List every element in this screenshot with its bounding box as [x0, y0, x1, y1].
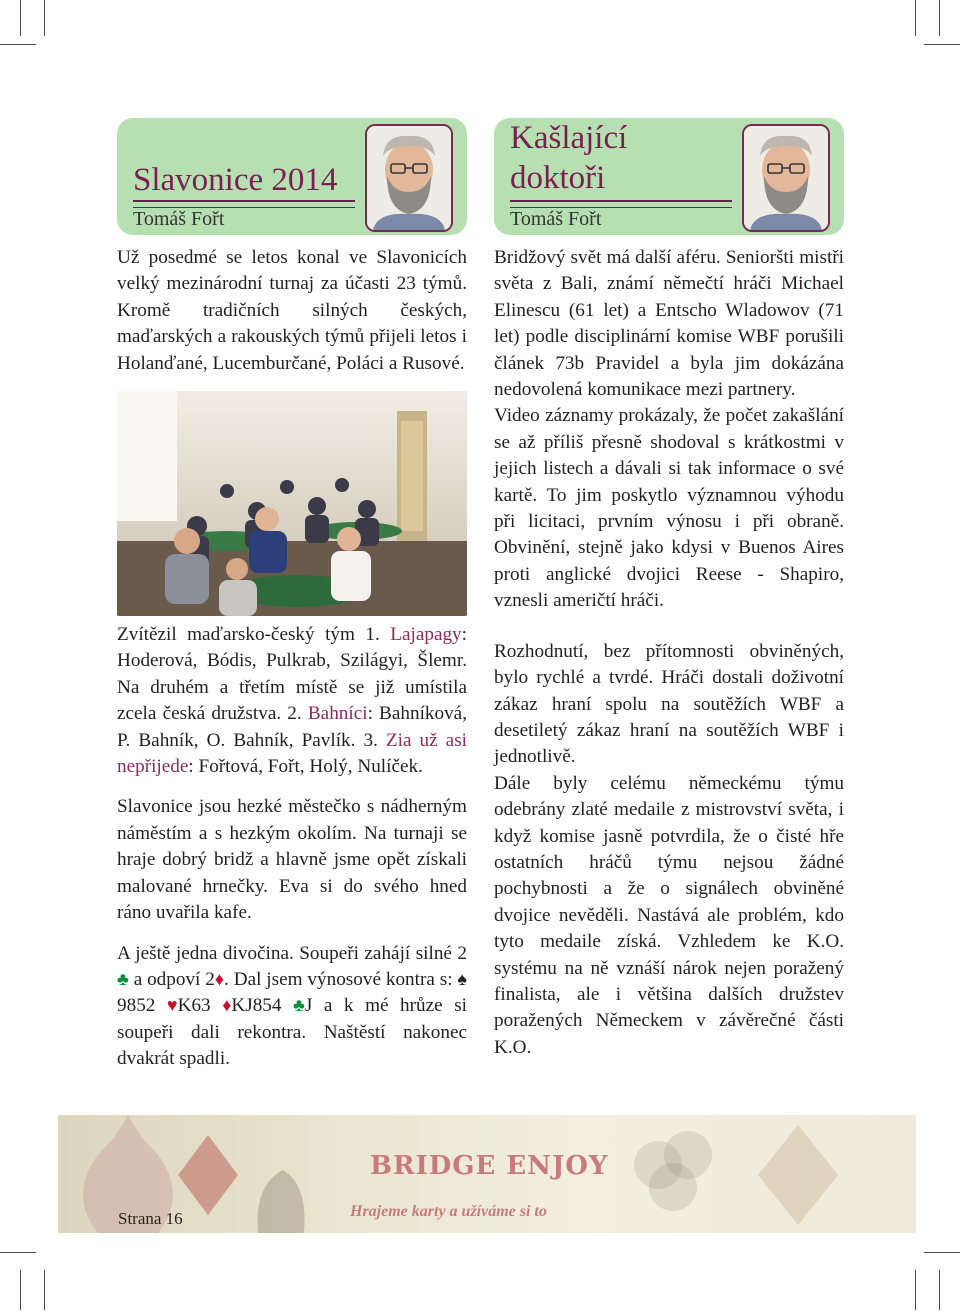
article-author: Tomáš Fořt — [133, 208, 225, 230]
page-footer — [58, 1115, 916, 1233]
heart-icon: ♥ — [166, 995, 178, 1016]
crop-mark — [44, 0, 45, 36]
results-paragraph: Zvítězil maďarsko-český tým 1. Lajapagy: Hoderová, Bódis, Pulkrab, Szilágyi, Šlemr. Na druhém a třetím místě se již umístila zcela česká družstva. 2. Bahníci: Bahníková, P. Bahník, O. Bahník, Pavlík. 3. Zia už asi nepřijede: Fořtová, Fořt, Holý, Nulíček. — [117, 624, 467, 778]
paragraph: Rozhodnutí, bez přítomnosti obviněných, bylo rychlé a tvrdé. Hráči dostali doživotní zákaz hraní spolu na soutěžích WBF a desetiletý zákaz hraní na soutěžích WBF i jednotlivě. — [494, 640, 844, 768]
crop-mark — [915, 1270, 916, 1310]
magazine-brand: BRIDGE ENJOY — [370, 1151, 609, 1181]
diamond-icon: ♦ — [222, 995, 232, 1016]
paragraph: Už posedmé se letos konal ve Slavonicích velký mezinárodní turnaj za účasti 23 týmů. Kromě tradičních silných českých, maďarských a rakouských týmů přijeli letos i Holanďané, Lucemburčané, Poláci a Rusové. — [117, 247, 467, 374]
crop-mark — [939, 0, 940, 36]
diamond-icon: ♦ — [214, 968, 225, 989]
crop-mark — [0, 44, 36, 45]
crop-mark — [939, 1270, 940, 1310]
magazine-motto: Hrajeme karty a užíváme si to — [350, 1203, 547, 1220]
title-rule — [510, 200, 732, 208]
article-body — [494, 245, 844, 1061]
tournament-photo — [117, 391, 467, 616]
author-portrait — [365, 124, 453, 232]
left-article — [117, 118, 467, 1073]
crop-mark — [915, 0, 916, 36]
paragraph: Dále byly celému německému týmu odebrány zlaté medaile z mistrovství světa, i když komise jasně potvrdila, že o čisté hře ostatních hráčů týmu nejsou žádné pochybnosti a že o signálech obviněné dvojice nevěděli. Nastává ale problém, kdo tyto medaile získá. Vzhledem ke K.O. systému na ně vznáší nárok nejen poražený finalista, ale i většina dalších družstev poražených Německem v závěrečné části K.O. — [494, 772, 844, 1058]
paragraph: Video záznamy prokázaly, že počet zakašlání se až příliš přesně shodoval s krátkostmi v jejich listech a dávali si tak informace o své kartě. To jim poskytlo významnou výhodu při licitaci, prvním výnosu i při obraně. Obvinění, stejně jako kdysi v Buenos Aires proti anglické dvojici Reese - Shapiro, vznesli američtí hráči. — [494, 405, 844, 612]
page-number: Strana 16 — [118, 1209, 183, 1228]
article-author: Tomáš Fořt — [510, 208, 602, 230]
club-icon: ♣ — [293, 995, 305, 1016]
article-header — [494, 118, 844, 235]
team-bahnici: Bahníci — [307, 703, 368, 725]
crop-mark — [20, 1270, 21, 1310]
title-rule — [133, 200, 355, 208]
author-portrait — [742, 124, 830, 232]
crop-mark — [0, 1252, 36, 1253]
club-icon: ♣ — [117, 968, 129, 989]
crop-mark — [924, 1252, 960, 1253]
spade-icon: ♠ — [457, 968, 467, 989]
team-zia: Zia už asi nepřijede — [117, 729, 467, 778]
article-title: Slavonice 2014 — [133, 162, 338, 198]
team-lajapagy: Lajapagy — [390, 624, 462, 646]
crop-mark — [20, 0, 21, 36]
paragraph: Slavonice jsou hezké městečko s nádherným náměstím a s hezkým okolím. Na turnaji se hraje dobrý bridž a hlavně jsme opět získali malované hrnečky. Eva si do svého hned ráno uvařila kafe. — [117, 796, 467, 924]
article-title: Kašlající doktoři — [510, 120, 628, 196]
crop-mark — [44, 1270, 45, 1310]
deal-paragraph: A ještě jedna divočina. Soupeři zahájí silné 2♣ a odpoví 2♦. Dal jsem výnosové kontra s: ♠9852 ♥K63 ♦KJ854 ♣J a k mé hrůze si soupeři dali rekontra. Naštěstí nakonec dvakrát spadli. — [117, 942, 468, 1070]
right-article — [494, 118, 844, 1061]
paragraph: Bridžový svět má další aféru. Senioršti mistři světa z Bali, známí němečtí hráči Michael Elinescu (61 let) a Entscho Wladowov (71 let) podle disciplinární komise WBF porušili článek 73b Pravidel a byla jim dokázána nedovolená komunikace mezi partnery. — [494, 247, 844, 401]
article-body — [117, 245, 467, 1073]
crop-mark — [924, 44, 960, 45]
article-header — [117, 118, 467, 235]
